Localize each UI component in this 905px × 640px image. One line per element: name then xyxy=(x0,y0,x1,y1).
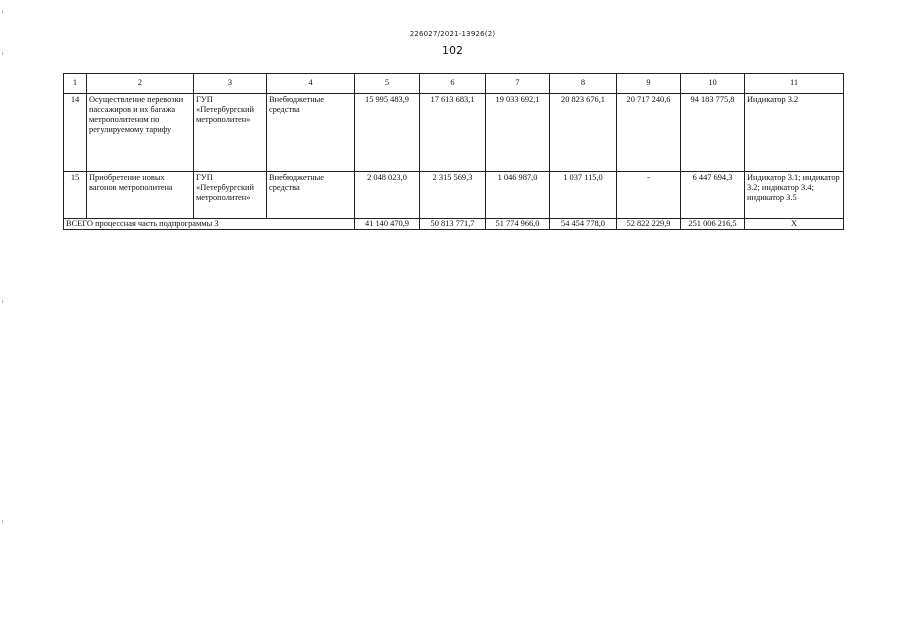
scan-edge-mark xyxy=(2,520,3,523)
funding-source: Внебюджетные средства xyxy=(267,94,355,172)
value-col-7: 1 046 987,0 xyxy=(486,172,550,219)
value-col-9: 20 717 240,6 xyxy=(617,94,681,172)
value-col-8: 20 823 676,1 xyxy=(550,94,617,172)
header-cell: 2 xyxy=(87,74,194,94)
total-label: ВСЕГО процессная часть подпрограммы 3 xyxy=(64,219,355,230)
executor: ГУП «Петербургский метрополитен» xyxy=(194,172,267,219)
total-row xyxy=(64,219,844,230)
total-col-7: 51 774 966,0 xyxy=(486,219,550,230)
header-cell: 11 xyxy=(745,74,844,94)
executor: ГУП «Петербургский метрополитен» xyxy=(194,94,267,172)
row-number: 15 xyxy=(64,172,87,219)
value-col-6: 2 315 569,3 xyxy=(420,172,486,219)
activity-name: Осуществление перевозки пассажиров и их багажа метрополитеном по регулируемому тарифу xyxy=(87,94,194,172)
header-cell: 5 xyxy=(355,74,420,94)
header-cell: 8 xyxy=(550,74,617,94)
document-id: 226027/2021-13926(2) xyxy=(409,30,496,38)
indicator: Индикатор 3.2 xyxy=(745,94,844,172)
total-col-6: 50 813 771,7 xyxy=(420,219,486,230)
total-indicator: Х xyxy=(745,219,844,230)
header-cell: 6 xyxy=(420,74,486,94)
value-col-7: 19 033 692,1 xyxy=(486,94,550,172)
scan-edge-mark xyxy=(2,300,3,303)
value-col-5: 2 048 023,0 xyxy=(355,172,420,219)
total-col-5: 41 140 470,9 xyxy=(355,219,420,230)
value-col-10: 6 447 694,3 xyxy=(681,172,745,219)
header-cell: 7 xyxy=(486,74,550,94)
scan-edge-mark xyxy=(2,10,3,13)
page-number: 102 xyxy=(442,44,463,57)
table-row xyxy=(64,172,844,219)
value-col-8: 1 037 115,0 xyxy=(550,172,617,219)
total-col-10: 251 006 216,5 xyxy=(681,219,745,230)
activity-name: Приобретение новых вагонов метрополитена xyxy=(87,172,194,219)
indicator: Индикатор 3.1; индикатор 3.2; индикатор 3.4; индикатор 3.5 xyxy=(745,172,844,219)
funding-source: Внебюджетные средства xyxy=(267,172,355,219)
value-col-5: 15 995 483,9 xyxy=(355,94,420,172)
header-cell: 1 xyxy=(64,74,87,94)
header-cell: 10 xyxy=(681,74,745,94)
header-cell: 3 xyxy=(194,74,267,94)
table-row xyxy=(64,94,844,172)
value-col-9: - xyxy=(617,172,681,219)
header-cell: 9 xyxy=(617,74,681,94)
budget-table xyxy=(63,73,844,230)
total-col-9: 52 822 229,9 xyxy=(617,219,681,230)
header-row xyxy=(64,74,844,94)
row-number: 14 xyxy=(64,94,87,172)
total-col-8: 54 454 778,0 xyxy=(550,219,617,230)
header-cell: 4 xyxy=(267,74,355,94)
value-col-6: 17 613 683,1 xyxy=(420,94,486,172)
value-col-10: 94 183 775,8 xyxy=(681,94,745,172)
